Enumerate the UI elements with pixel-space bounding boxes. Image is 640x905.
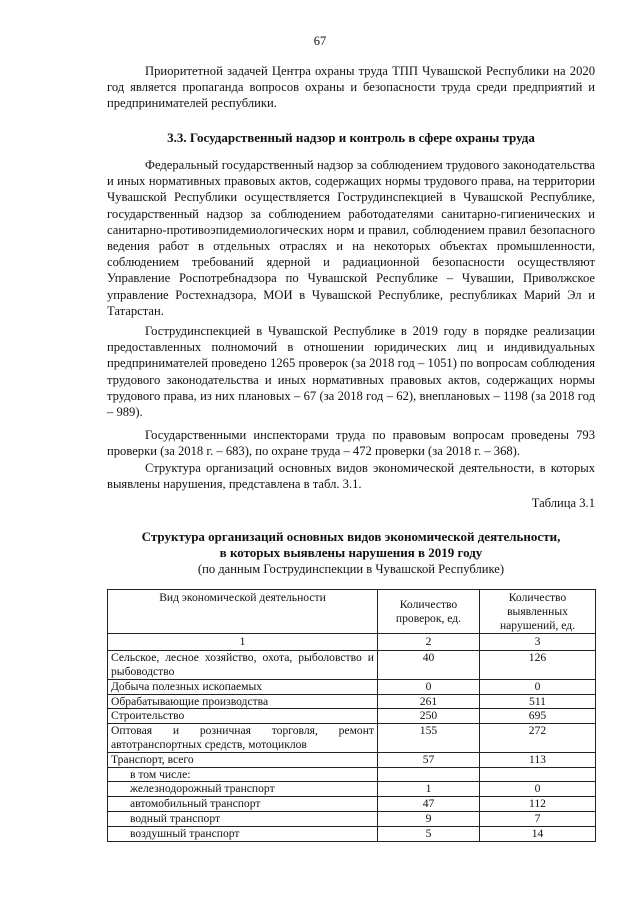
checks-cell: 250 xyxy=(378,709,480,724)
column-number-3: 3 xyxy=(480,634,596,651)
checks-cell xyxy=(378,767,480,782)
paragraph-inspections: Гострудинспекцией в Чувашской Республике в 2019 году в порядке реализации предоставленных полномочий в отношении юридических лиц и индивидуальных предпринимателей проведено 1265 проверок (за 2018 год – 1051) по вопросам соблюдения трудового законодательства и иных нормативных правовых актов, содержащих нормы трудового права, из них плановых – 67 (за 2018 год – 62), внеплановых – 1198 (за 2018 год – 989). xyxy=(107,324,595,420)
violations-cell: 0 xyxy=(480,679,596,694)
table-row xyxy=(108,797,596,812)
header-violations: Количество выявленных нарушений, ед. xyxy=(480,590,596,634)
page-number: 67 xyxy=(313,34,327,48)
table-row xyxy=(108,826,596,841)
table-title xyxy=(107,529,595,562)
violations-cell: 511 xyxy=(480,694,596,709)
table-row xyxy=(108,679,596,694)
table-label: Таблица 3.1 xyxy=(531,496,595,510)
violations-cell: 272 xyxy=(480,724,596,753)
table-row xyxy=(108,694,596,709)
table-header-row xyxy=(108,590,596,634)
table-title-line-2: в которых выявлены нарушения в 2019 году xyxy=(219,545,483,561)
table-title-line-1: Структура организаций основных видов экономической деятельности, xyxy=(141,529,561,544)
table-row xyxy=(108,651,596,680)
violations-cell: 695 xyxy=(480,709,596,724)
paragraph-supervision: Федеральный государственный надзор за соблюдением трудового законодательства и иных нормативных правовых актов, содержащих нормы трудового права, на территории Чувашской Республики осуществляется Гострудинспекцией в Чувашской Республике, государственный надзор за соблюдением работодателями санитарно-гигиенических и санитарно-противоэпидемиологических норм и правил, соблюдением правил безопасного ведения работ в отдельных отраслях и на некоторых объектах промышленности, соблюдением требований ядерной и радиационной безопасности осуществляют Управление Роспотребнадзора по Чувашской Республике – Чувашии, Приволжское управление Ростехнадзора, МОИ в Чувашской Республике, республиках Марий Эл и Татарстан. xyxy=(107,158,595,318)
violations-cell xyxy=(480,767,596,782)
checks-cell: 1 xyxy=(378,782,480,797)
intro-paragraph: Приоритетной задачей Центра охраны труда ТПП Чувашской Республики на 2020 год является пропаганда вопросов охраны и безопасности труда среди предприятий и предпринимателей республики. xyxy=(107,64,595,111)
violations-cell: 112 xyxy=(480,797,596,812)
activity-cell: водный транспорт xyxy=(108,811,378,826)
activity-cell: Сельское, лесное хозяйство, охота, рыболовство и рыбоводство xyxy=(108,651,378,680)
activity-cell: автомобильный транспорт xyxy=(108,797,378,812)
activity-cell: Транспорт, всего xyxy=(108,752,378,767)
table-row xyxy=(108,724,596,753)
checks-cell: 9 xyxy=(378,811,480,826)
column-number-2: 2 xyxy=(378,634,480,651)
header-checks: Количество проверок, ед. xyxy=(378,590,480,634)
table-row xyxy=(108,782,596,797)
column-number-1: 1 xyxy=(108,634,378,651)
violations-cell: 113 xyxy=(480,752,596,767)
checks-cell: 47 xyxy=(378,797,480,812)
paragraph-structure: Структура организаций основных видов экономической деятельности, в которых выявлены нарушения, представлена в табл. 3.1. xyxy=(107,461,595,492)
table-body xyxy=(108,651,596,841)
activity-cell: Оптовая и розничная торговля, ремонт автотранспортных средств, мотоциклов xyxy=(108,724,378,753)
table-row xyxy=(108,752,596,767)
activity-cell: в том числе: xyxy=(108,767,378,782)
activity-cell: Строительство xyxy=(108,709,378,724)
table-row xyxy=(108,811,596,826)
checks-cell: 5 xyxy=(378,826,480,841)
checks-cell: 40 xyxy=(378,651,480,680)
checks-cell: 57 xyxy=(378,752,480,767)
checks-cell: 261 xyxy=(378,694,480,709)
violations-cell: 7 xyxy=(480,811,596,826)
section-heading: 3.3. Государственный надзор и контроль в сфере охраны труда xyxy=(167,130,535,145)
table-row xyxy=(108,709,596,724)
activity-cell: Добыча полезных ископаемых xyxy=(108,679,378,694)
violations-cell: 14 xyxy=(480,826,596,841)
activity-cell: Обрабатывающие производства xyxy=(108,694,378,709)
activity-cell: железнодорожный транспорт xyxy=(108,782,378,797)
violations-cell: 0 xyxy=(480,782,596,797)
table-column-numbers-row xyxy=(108,634,596,651)
violations-cell: 126 xyxy=(480,651,596,680)
header-activity: Вид экономической деятельности xyxy=(108,590,378,634)
table-row xyxy=(108,767,596,782)
checks-cell: 0 xyxy=(378,679,480,694)
checks-cell: 155 xyxy=(378,724,480,753)
paragraph-inspectors: Государственными инспекторами труда по правовым вопросам проведены 793 проверки (за 2018 г. – 683), по охране труда – 472 проверки (за 2018 г. – 368). xyxy=(107,428,595,459)
table-subtitle: (по данным Гострудинспекции в Чувашской Республике) xyxy=(197,562,505,576)
activity-cell: воздушный транспорт xyxy=(108,826,378,841)
violations-table xyxy=(107,589,596,842)
